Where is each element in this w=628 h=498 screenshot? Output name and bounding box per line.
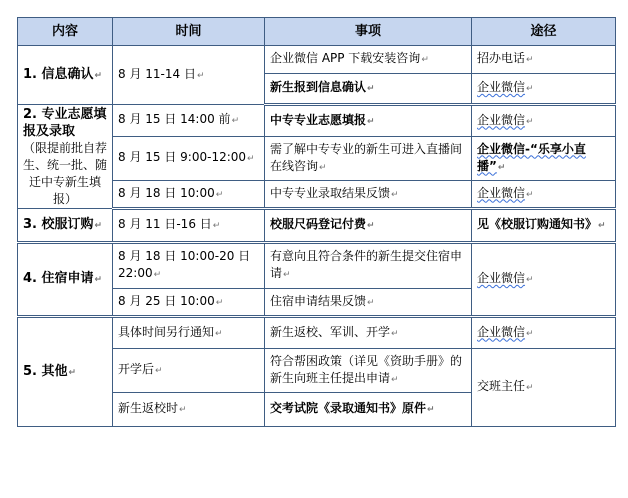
matter-cell: 新生返校、军训、开学↵ [265, 317, 472, 349]
channel-cell: 企业微信↵ [472, 243, 616, 317]
time-cell: 8 月 18 日 10:00-20 日 22:00↵ [113, 243, 265, 289]
category-cell: 1. 信息确认↵ [18, 46, 113, 105]
matter-cell: 企业微信 APP 下载安装咨询↵ [265, 46, 472, 74]
time-text: 8 月 11-14 日 [118, 66, 196, 81]
time-text: 8 月 18 日 10:00-20 日 22:00 [118, 249, 251, 280]
matter-cell: 校服尺码登记付费↵ [265, 209, 472, 243]
matter-cell: 需了解中专专业的新生可进入直播间在线咨询↵ [265, 137, 472, 181]
time-cell: 8 月 15 日 9:00-12:00↵ [113, 137, 265, 181]
table-row [18, 105, 616, 137]
matter-text: 企业微信 APP 下载安装咨询 [270, 51, 421, 65]
category-cell: 3. 校服订购↵ [18, 209, 113, 243]
channel-cell: 企业微信-“乐享小直播”↵ [472, 137, 616, 181]
schedule-table [17, 17, 616, 427]
category-cell: 4. 住宿申请↵ [18, 243, 113, 317]
category-cell [18, 105, 113, 209]
category-label: 4. 住宿申请 [23, 271, 94, 286]
matter-cell: 住宿申请结果反馈↵ [265, 289, 472, 317]
time-text: 8 月 25 日 10:00 [118, 293, 215, 308]
matter-text: 中专专业志愿填报 [270, 112, 367, 127]
category-label: 5. 其他 [23, 363, 68, 379]
time-text: 8 月 15 日 14:00 前 [118, 112, 231, 126]
header-channel: 途径 [472, 18, 616, 46]
channel-text: 企业微信 [477, 324, 526, 339]
time-text: 8 月 18 日 10:00 [118, 185, 215, 200]
matter-text: 交考试院《录取通知书》原件 [270, 401, 427, 415]
time-cell: 8 月 18 日 10:00↵ [113, 181, 265, 209]
matter-cell: 中专专业志愿填报↵ [265, 105, 472, 137]
time-cell: 具体时间另行通知↵ [113, 317, 265, 349]
time-cell: 8 月 11 日-16 日↵ [113, 209, 265, 243]
time-cell: 8 月 25 日 10:00↵ [113, 289, 265, 317]
channel-text: 企业微信 [477, 185, 526, 200]
channel-text: 招办电话 [477, 51, 526, 65]
time-text: 新生返校时 [118, 401, 179, 415]
category-label: 2. 专业志愿填报及录取 [23, 106, 107, 139]
channel-cell: 企业微信↵ [472, 317, 616, 349]
table-row [18, 243, 616, 289]
channel-cell: 企业微信↵ [472, 181, 616, 209]
channel-text: 企业微信 [477, 271, 526, 285]
channel-cell: 企业微信↵ [472, 105, 616, 137]
matter-cell: 有意向且符合条件的新生提交住宿申请↵ [265, 243, 472, 289]
matter-cell: 中专专业录取结果反馈↵ [265, 181, 472, 209]
table-row [18, 209, 616, 243]
matter-text: 需了解中专专业的新生可进入直播间在线咨询 [270, 141, 463, 173]
matter-text: 新生返校、军训、开学 [270, 324, 391, 339]
time-text: 具体时间另行通知 [118, 324, 215, 339]
channel-cell: 招办电话↵ [472, 46, 616, 74]
time-cell: 开学后↵ [113, 349, 265, 393]
category-cell: 5. 其他↵ [18, 317, 113, 427]
matter-text: 住宿申请结果反馈 [270, 293, 367, 308]
matter-text: 新生报到信息确认 [270, 80, 367, 94]
time-cell: 8 月 11-14 日↵ [113, 46, 265, 105]
table-row [18, 46, 616, 74]
channel-text: 企业微信-“乐享小直播” [477, 141, 586, 173]
table-row [18, 317, 616, 349]
matter-text: 有意向且符合条件的新生提交住宿申请 [270, 249, 463, 280]
channel-cell: 企业微信↵ [472, 74, 616, 105]
matter-cell: 新生报到信息确认↵ [265, 74, 472, 105]
matter-cell: 交考试院《录取通知书》原件↵ [265, 393, 472, 427]
channel-text: 企业微信 [477, 112, 526, 127]
channel-text: 企业微信 [477, 80, 526, 94]
header-time: 时间 [113, 18, 265, 46]
time-cell: 8 月 15 日 14:00 前↵ [113, 105, 265, 137]
channel-text: 交班主任 [477, 379, 526, 393]
matter-cell: 符合帮困政策（详见《资助手册》的新生向班主任提出申请↵ [265, 349, 472, 393]
time-text: 开学后 [118, 362, 155, 376]
header-row [18, 18, 616, 46]
channel-cell: 交班主任↵ [472, 349, 616, 427]
matter-text: 校服尺码登记付费 [270, 217, 367, 231]
header-matter: 事项 [265, 18, 472, 46]
time-text: 8 月 11 日-16 日 [118, 217, 212, 231]
header-content: 内容 [18, 18, 113, 46]
channel-text: 见《校服订购通知书》 [477, 217, 598, 231]
time-cell: 新生返校时↵ [113, 393, 265, 427]
category-label: 1. 信息确认 [23, 66, 94, 82]
category-note: （限提前批自荐生、统一批、随迁中专新生填报） [23, 140, 108, 206]
matter-text: 中专专业录取结果反馈 [270, 185, 391, 200]
time-text: 8 月 15 日 9:00-12:00 [118, 150, 247, 164]
category-label: 3. 校服订购 [23, 216, 94, 232]
channel-cell: 见《校服订购通知书》↵ [472, 209, 616, 243]
matter-text: 符合帮困政策（详见《资助手册》的新生向班主任提出申请 [270, 353, 463, 385]
